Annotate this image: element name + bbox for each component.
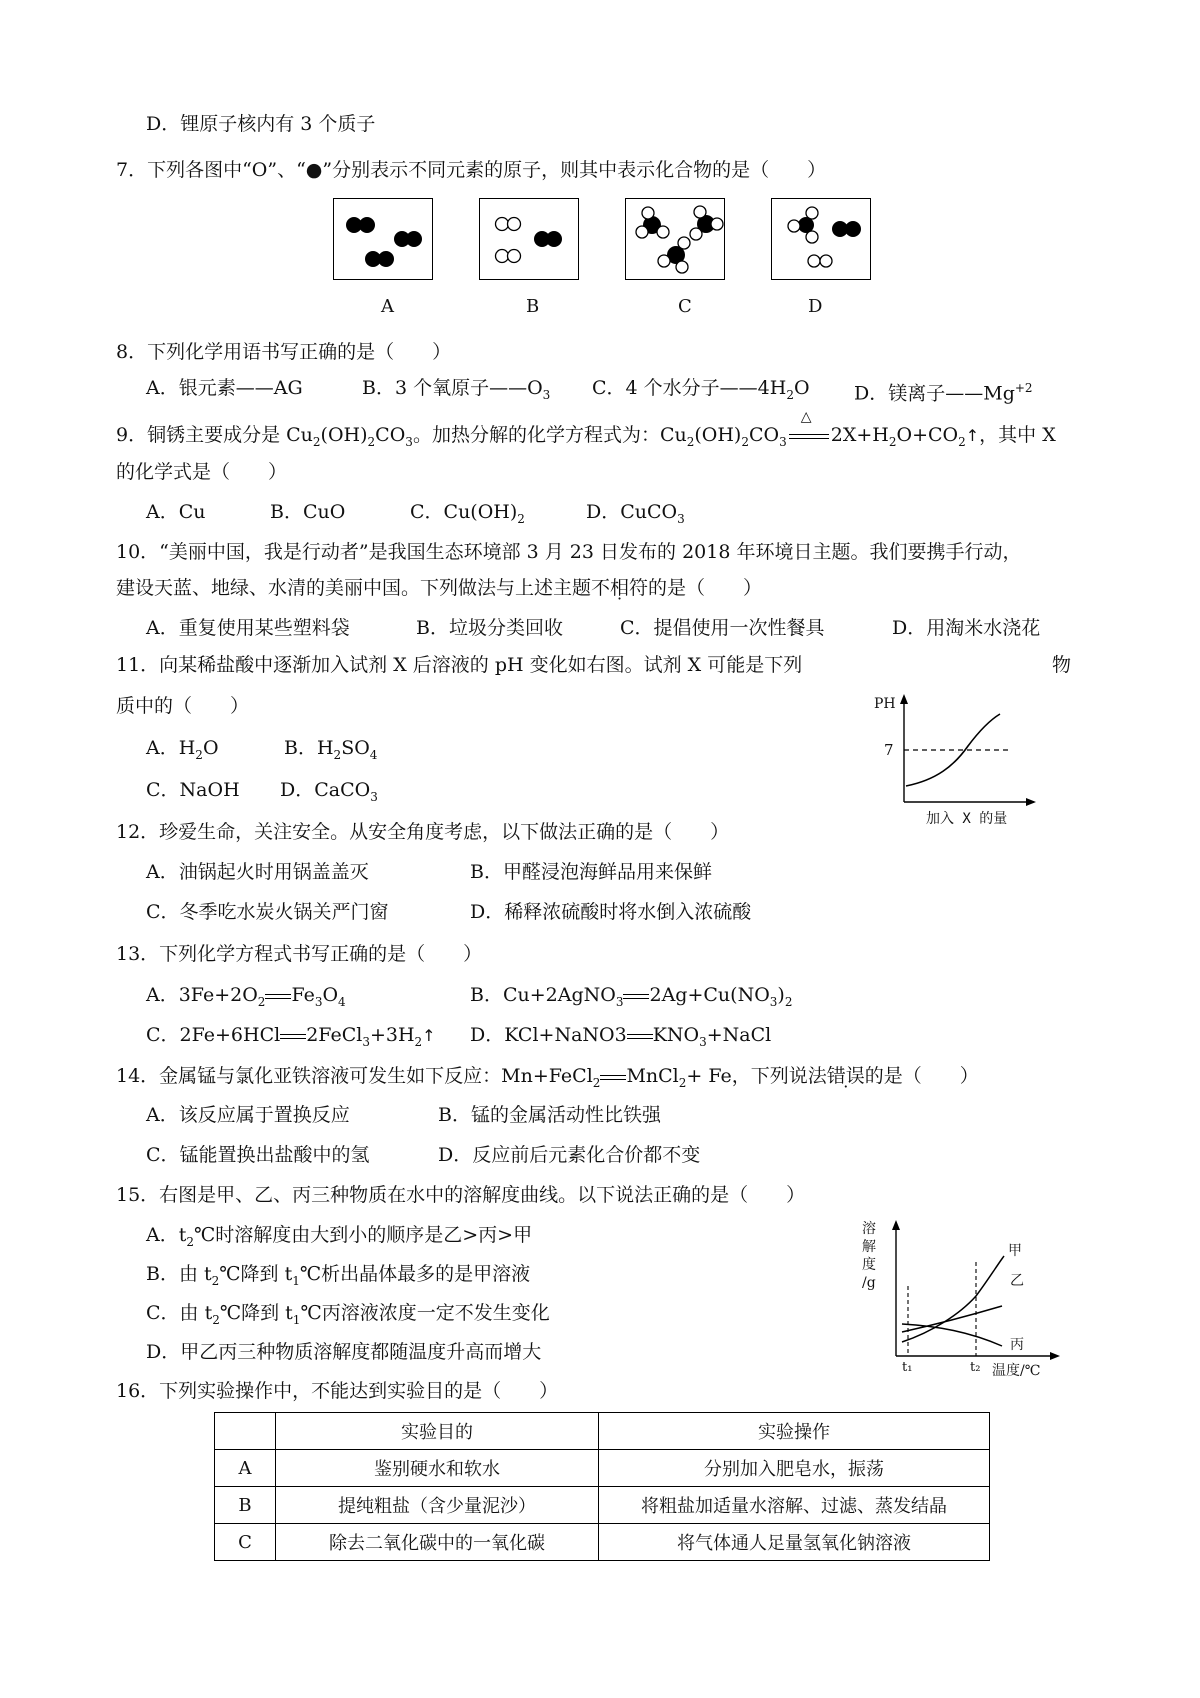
q8-option-b: B．3 个氧原子$——O_3$: [362, 377, 551, 402]
table-cell: C: [215, 1524, 276, 1561]
q8-option-c: C．4 个水分子$——4H_2O$: [592, 377, 810, 402]
curve-yi: [902, 1306, 1002, 1332]
q13-option-d: D．KCl+NaNO3 $KNO_3+NaCl$: [470, 1024, 772, 1049]
gas-arrow-icon: ↑: [965, 426, 980, 445]
series-label-jia: 甲: [1008, 1243, 1022, 1259]
q7-label-c: C: [678, 296, 692, 317]
table-header-cell: [215, 1413, 276, 1450]
q9-option-c: C．$Cu(OH)_2$: [410, 501, 525, 526]
q7-label-b: B: [526, 296, 540, 317]
ph-tick-7: 7: [884, 741, 894, 759]
q13-option-c: C．2Fe+6HCl $2FeCl_3+3H_2↑$: [146, 1024, 436, 1049]
table-cell: 将粗盐加适量水溶解、过滤、蒸发结晶: [599, 1487, 990, 1524]
q14-option-a: A．该反应属于置换反应: [146, 1104, 350, 1126]
q15-option-c: C．由 $t_2℃$降到 $t_1℃$丙溶液浓度一定不发生变化: [146, 1302, 550, 1327]
q11-line1-tail: 物: [1052, 654, 1072, 676]
q8-option-a: A．银元素——AG: [146, 377, 303, 399]
q7-label-a: A: [381, 296, 394, 317]
q12-option-a: A．油锅起火时用锅盖盖灭: [146, 861, 369, 883]
solubility-y-label: 溶 解 度 /g: [862, 1221, 876, 1291]
q11-option-c: C．NaOH: [146, 779, 240, 801]
solubility-graph: [852, 1220, 1062, 1380]
table-row: [215, 1524, 990, 1561]
q10-option-c: C．提倡使用一次性餐具: [620, 617, 825, 639]
ph-graph: [866, 690, 1036, 830]
q15-option-a: A．$t_2℃$时溶解度由大到小的顺序是乙>丙>甲: [146, 1224, 533, 1249]
table-row: [215, 1450, 990, 1487]
q14-option-c: C．锰能置换出盐酸中的氢: [146, 1144, 370, 1166]
q15-option-d: D．甲乙丙三种物质溶解度都随温度升高而增大: [146, 1341, 542, 1363]
table-cell: A: [215, 1450, 276, 1487]
q9-option-a: A．Cu: [146, 501, 206, 523]
table-header-cell: 实验目的: [276, 1413, 599, 1450]
q7-box-c: [625, 198, 725, 280]
q8-option-d: D．镁离子$——Mg^{+2}$: [854, 381, 1033, 405]
table-header-cell: 实验操作: [599, 1413, 990, 1450]
q9-line1: 9．铜锈主要成分是 $Cu_2(OH)_2CO_3$。加热分解的化学方程式为：$Cu_2(OH)_2CO_3$ △ $2X+H_2O+CO_2↑$，其中 X: [116, 423, 1056, 454]
q12-option-d: D．稀释浓硫酸时将水倒入浓硫酸: [470, 901, 752, 923]
table-header-row: [215, 1413, 990, 1450]
solubility-x-label: 温度/℃: [992, 1363, 1041, 1379]
q9-line2: 的化学式是（ ）: [116, 461, 288, 483]
q9-option-d: D．CuCO$_3$: [586, 501, 685, 526]
table-cell: 除去二氧化碳中的一氧化碳: [276, 1524, 599, 1561]
q16-table: [214, 1412, 990, 1561]
q11-option-d: D．CaCO$_3$: [280, 779, 378, 804]
q12-stem: 12．珍爱生命，关注安全。从安全角度考虑，以下做法正确的是（ ）: [116, 821, 730, 843]
q10-line1: 10．“美丽中国，我是行动者”是我国生态环境部 3 月 23 日发布的 2018 年环境日主题。我们要携手行动，: [116, 541, 1022, 563]
q7-box-a: [333, 198, 433, 280]
q7-box-b: [479, 198, 579, 280]
q10-option-b: B．垃圾分类回收: [416, 617, 563, 639]
q10-option-d: D．用淘米水浇花: [892, 617, 1041, 639]
q12-option-c: C．冬季吃水炭火锅关严门窗: [146, 901, 389, 923]
q11-option-b: B．$H_2SO_4$: [284, 737, 378, 762]
q6-option-d: D．锂原子核内有 3 个质子: [146, 113, 376, 135]
q10-emphasis: 不相符: [591, 577, 649, 599]
q10-line2: 建设天蓝、地绿、水清的美丽中国。下列做法与上述主题不相符的是（ ）: [116, 577, 763, 599]
q14-option-d: D．反应前后元素化合价都不变: [438, 1144, 701, 1166]
table-row: [215, 1487, 990, 1524]
q15-option-b: B．由 $t_2℃$降到 $t_1℃$析出晶体最多的是甲溶液: [146, 1263, 531, 1288]
series-label-bing: 丙: [1010, 1337, 1024, 1353]
q11-option-a: A．$H_2O$: [146, 737, 219, 762]
q12-option-b: B．甲醛浸泡海鲜品用来保鲜: [470, 861, 712, 883]
table-cell: B: [215, 1487, 276, 1524]
q7-label-d: D: [808, 296, 823, 317]
q16-stem: 16．下列实验操作中，不能达到实验目的是（ ）: [116, 1380, 559, 1402]
q11-line1: 11．向某稀盐酸中逐渐加入试剂 X 后溶液的 pH 变化如右图。试剂 X 可能是下列: [116, 654, 803, 676]
q7-box-d: [771, 198, 871, 280]
gas-arrow-icon: ↑: [422, 1026, 436, 1045]
q13-option-b: B．Cu+2AgNO$_3$ $2Ag+Cu(NO_3)_2$: [470, 984, 793, 1009]
tick-t2: t₂: [970, 1360, 981, 1375]
q13-stem: 13．下列化学方程式书写正确的是（ ）: [116, 943, 483, 965]
ph-x-label: 加入 X 的量: [926, 811, 1008, 827]
table-cell: 分别加入肥皂水，振荡: [599, 1450, 990, 1487]
ph-axis-label: PH: [874, 696, 896, 712]
curve-bing: [902, 1324, 1002, 1346]
q10-option-a: A．重复使用某些塑料袋: [146, 617, 350, 639]
q14-option-b: B．锰的金属活动性比铁强: [438, 1104, 661, 1126]
q14-emphasis: 错误: [826, 1065, 865, 1087]
tick-t1: t₁: [902, 1360, 913, 1375]
table-cell: 鉴别硬水和软水: [276, 1450, 599, 1487]
q9-option-b: B．CuO: [270, 501, 346, 523]
q7-stem: 7．下列各图中“O”、“●”分别表示不同元素的原子，则其中表示化合物的是（ ）: [116, 159, 827, 181]
series-label-yi: 乙: [1010, 1273, 1024, 1289]
table-cell: 提纯粗盐（含少量泥沙）: [276, 1487, 599, 1524]
q11-line2: 质中的（ ）: [116, 695, 250, 717]
q8-stem: 8．下列化学用语书写正确的是（ ）: [116, 341, 452, 363]
q14-stem: 14．金属锰与氯化亚铁溶液可发生如下反应：Mn+FeCl$_2$ MnCl$_2$+ Fe，下列说法错误的是（ ）: [116, 1065, 979, 1090]
heat-symbol: △: [800, 409, 812, 425]
q15-stem: 15．右图是甲、乙、丙三种物质在水中的溶解度曲线。以下说法正确的是（ ）: [116, 1184, 806, 1206]
table-cell: 将气体通人足量氢氧化钠溶液: [599, 1524, 990, 1561]
q13-option-a: A．$3Fe+2O_2$ $Fe_3O_4$: [146, 984, 346, 1009]
